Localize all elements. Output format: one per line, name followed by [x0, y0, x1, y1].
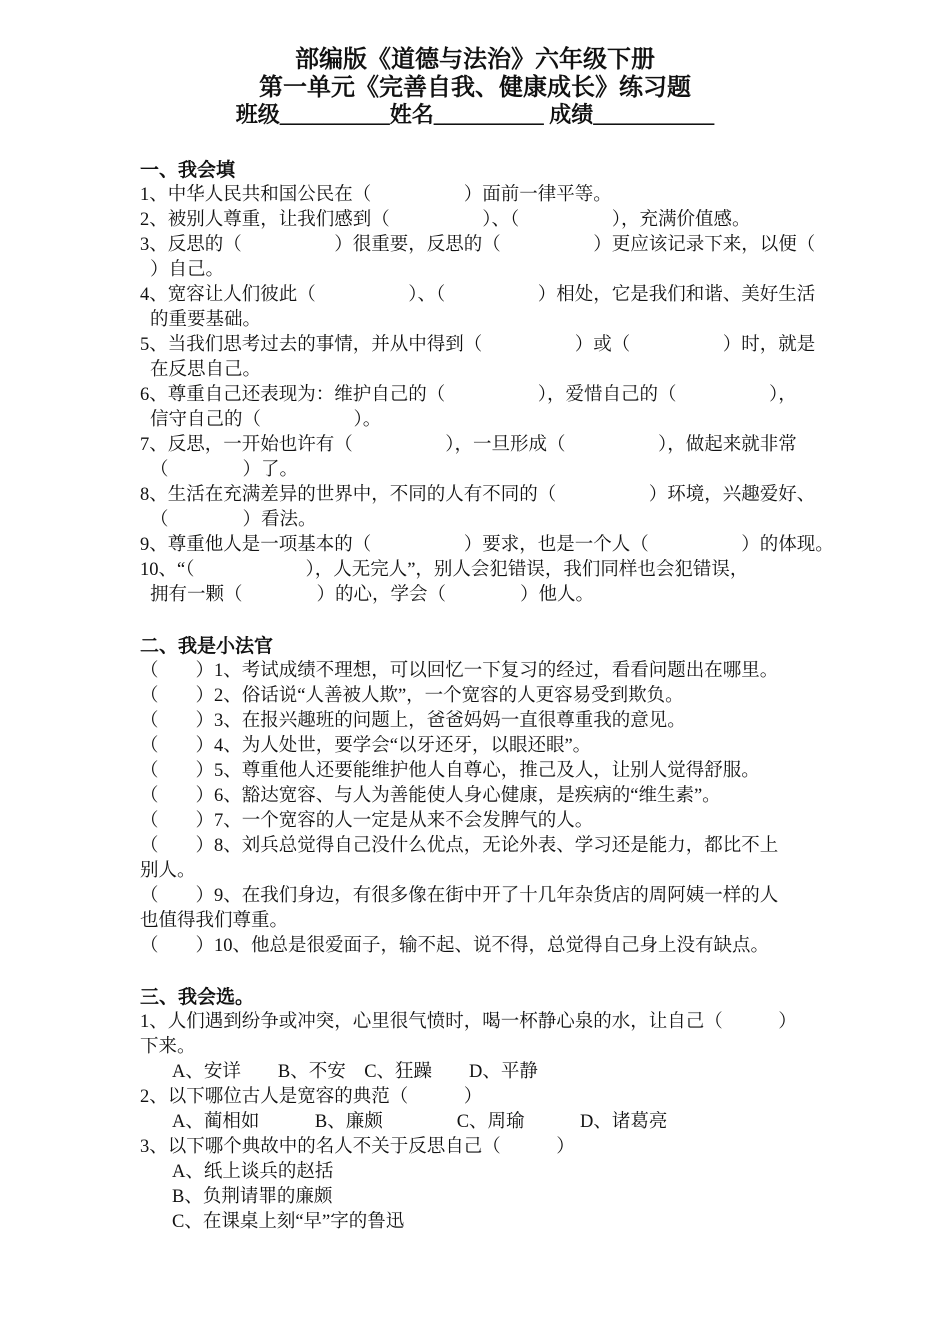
document-title-line-1: 部编版《道德与法治》六年级下册: [295, 47, 655, 73]
judge-line: （ ）3、在报兴趣班的问题上，爸爸妈妈一直很尊重我的意见。: [140, 711, 686, 731]
question-line-continuation: 信守自己的（ ）。: [150, 410, 382, 430]
question-line: 6、尊重自己还表现为：维护自己的（ ），爱惜自己的（ ），: [140, 385, 797, 405]
choice-question-continuation: 下来。: [140, 1037, 196, 1057]
question-line: 10、“（ ），人无完人”，别人会犯错误，我们同样也会犯错误，: [140, 560, 749, 580]
choice-question-line: 2、以下哪位古人是宽容的典范（ ）: [140, 1087, 483, 1107]
document-body: [140, 158, 910, 1235]
judge-line: （ ）2、俗话说“人善被人欺”，一个宽容的人更容易受到欺负。: [140, 686, 684, 706]
question-line: 7、反思，一开始也许有（ ），一旦形成（ ），做起来就非常: [140, 435, 797, 455]
judge-line-continuation: 别人。: [140, 861, 196, 881]
choice-options-line: A、安详 B、不安 C、狂躁 D、平静: [172, 1062, 538, 1082]
judge-line: （ ）6、豁达宽容、与人为善能使人身心健康，是疾病的“维生素”。: [140, 786, 721, 806]
judge-line: （ ）8、刘兵总觉得自己没什么优点，无论外表、学习还是能力，都比不上: [140, 836, 779, 856]
section-true-false: [140, 634, 910, 959]
judge-line: （ ）4、为人处世，要学会“以牙还牙，以眼还眼”。: [140, 736, 592, 756]
choice-options-line: A、蔺相如 B、廉颇 C、周瑜 D、诸葛亮: [172, 1112, 668, 1132]
question-line-continuation: 在反思自己。: [150, 360, 262, 380]
document-header: [0, 0, 950, 128]
question-line-continuation: 拥有一颗（ ）的心，学会（ ）他人。: [150, 585, 595, 605]
question-line: 5、当我们思考过去的事情，并从中得到（ ）或（ ）时，就是: [140, 335, 816, 355]
question-line: 4、宽容让人们彼此（ ）、（ ）相处，它是我们和谐、美好生活: [140, 285, 816, 305]
judge-line: （ ）1、考试成绩不理想，可以回忆一下复习的经过，看看问题出在哪里。: [140, 661, 779, 681]
choice-option-a: A、纸上谈兵的赵括: [172, 1162, 334, 1182]
question-line-continuation: ）自己。: [150, 260, 225, 280]
judge-line: （ ）10、他总是很爱面子，输不起、说不得，总觉得自己身上没有缺点。: [140, 936, 770, 956]
question-line-continuation: 的重要基础。: [150, 310, 262, 330]
section-heading-2: 二、我是小法官: [140, 636, 274, 657]
question-line: 8、生活在充满差异的世界中，不同的人有不同的（ ）环境，兴趣爱好、: [140, 485, 816, 505]
question-line-continuation: （ ）了。: [150, 460, 299, 480]
judge-line: （ ）5、尊重他人还要能维护他人自尊心，推己及人，让别人觉得舒服。: [140, 761, 760, 781]
question-line-continuation: （ ）看法。: [150, 510, 317, 530]
section-multiple-choice: [140, 985, 910, 1235]
question-line: 1、中华人民共和国公民在（ ）面前一律平等。: [140, 185, 612, 205]
choice-option-b: B、负荆请罪的廉颇: [172, 1187, 333, 1207]
choice-question-line: 1、人们遇到纷争或冲突，心里很气愤时，喝一杯静心泉的水，让自己（ ）: [140, 1012, 797, 1032]
question-line: 9、尊重他人是一项基本的（ ）要求，也是一个人（ ）的体现。: [140, 535, 834, 555]
choice-option-c: C、在课桌上刻“早”字的鲁迅: [172, 1212, 405, 1232]
section-fill-in-blanks: [140, 158, 910, 608]
judge-line-continuation: 也值得我们尊重。: [140, 911, 289, 931]
choice-question-line: 3、以下哪个典故中的名人不关于反思自己（ ）: [140, 1137, 575, 1157]
student-info-fields: 班级__________姓名__________ 成绩___________: [235, 102, 715, 127]
judge-line: （ ）7、一个宽容的人一定是从来不会发脾气的人。: [140, 811, 594, 831]
document-title-line-2: 第一单元《完善自我、健康成长》练习题: [259, 75, 691, 101]
question-line: 3、反思的（ ）很重要，反思的（ ）更应该记录下来，以便（: [140, 235, 816, 255]
judge-line: （ ）9、在我们身边，有很多像在街中开了十几年杂货店的周阿姨一样的人: [140, 886, 779, 906]
section-heading-3: 三、我会选。: [140, 987, 255, 1008]
section-heading-1: 一、我会填: [140, 160, 236, 181]
question-line: 2、被别人尊重，让我们感到（ ）、（ ），充满价值感。: [140, 210, 751, 230]
